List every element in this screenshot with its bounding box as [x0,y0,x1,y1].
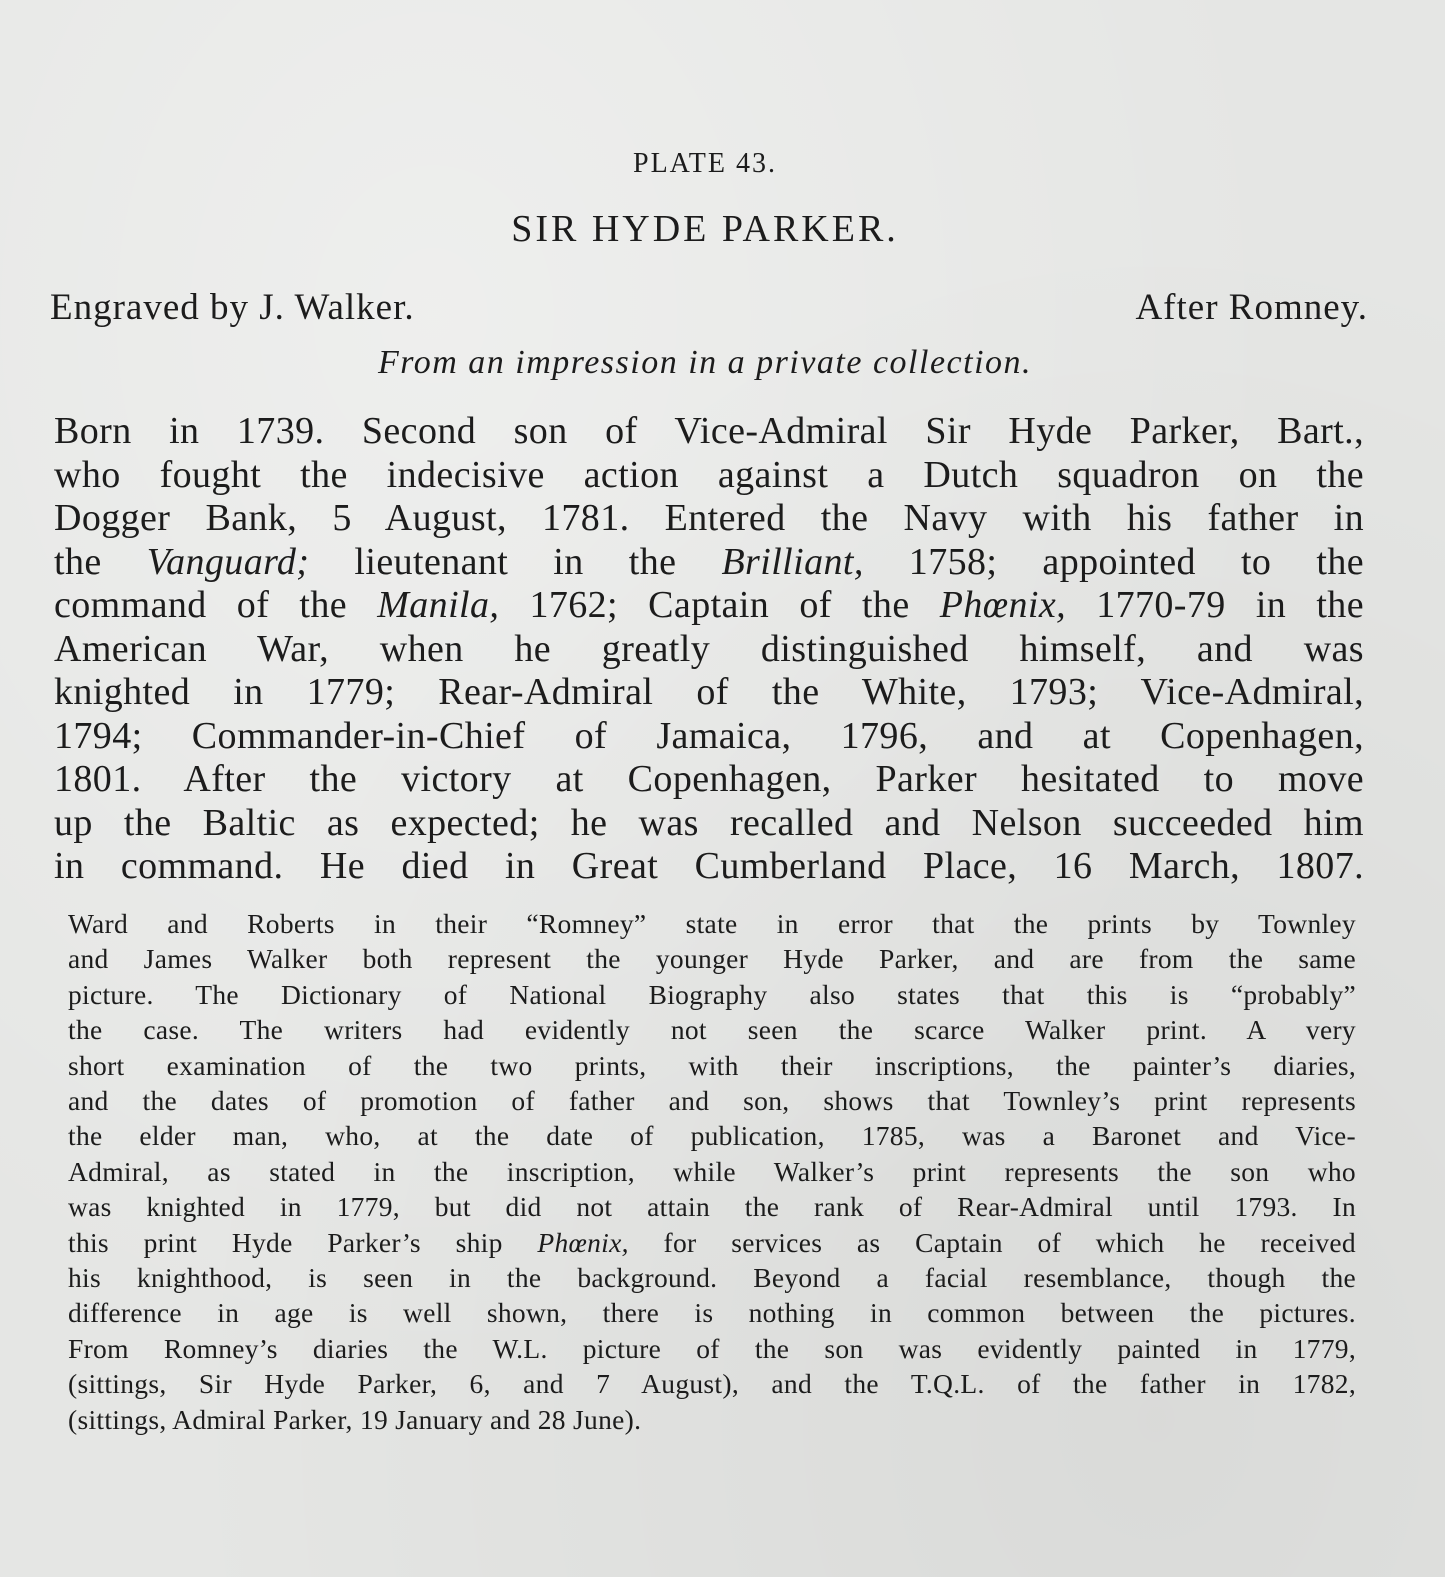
note-line: Ward and Roberts in their “Romney” state in error that the prints by Townley [68,908,1356,939]
note-line: picture. The Dictionary of National Biography also states that this is “probably” [68,978,1356,1010]
credit-row [50,274,1368,329]
bio-line: Born in 1739. Second son of Vice-Admiral Sir Hyde Parker, Bart., [54,410,1364,452]
biography-paragraph [54,410,1364,889]
note-line: the elder man, who, at the date of publication, 1785, was a Baronet and Vice- [68,1120,1356,1152]
bio-line: who fought the indecisive action against a Dutch squadron on the [54,453,1364,496]
bio-line: command of the Manila, 1762; Captain of the Phœnix, 1770-79 in the [54,584,1364,626]
note-line: (sittings, Admiral Parker, 19 January and 28 June). [68,1403,642,1435]
painter-credit: After Romney. [1135,287,1368,328]
note-line: and the dates of promotion of father and son, shows that Townley’s print represents [68,1085,1356,1117]
note-line: the case. The writers had evidently not seen the scarce Walker print. A very [68,1014,1356,1046]
note-line: and James Walker both represent the younger Hyde Parker, and are from the same [68,943,1356,975]
note-paragraph [68,906,1356,1437]
note-line: Admiral, as stated in the inscription, while Walker’s print represents the son who [68,1155,1356,1187]
bio-line: knighted in 1779; Rear-Admiral of the White, 1793; Vice-Admiral, [54,671,1364,713]
note-line: was knighted in 1779, but did not attain the rank of Rear-Admiral until 1793. In [68,1191,1356,1223]
bio-line: 1801. After the victory at Copenhagen, Parker hesitated to move [54,758,1364,800]
note-line: his knighthood, is seen in the background. Beyond a facial resemblance, though the [68,1262,1356,1294]
bio-line: in command. He died in Great Cumberland Place, 16 March, 1807. [54,845,1364,887]
note-line: short examination of the two prints, with their inscriptions, the painter’s diaries, [68,1049,1356,1081]
bio-line: Dogger Bank, 5 August, 1781. Entered the Navy with his father in [54,497,1364,539]
bio-line: American War, when he greatly distinguished himself, and was [54,627,1364,670]
note-line: (sittings, Sir Hyde Parker, 6, and 7 August), and the T.Q.L. of the father in 1782, [68,1368,1356,1400]
note-line: From Romney’s diaries the W.L. picture of the son was evidently painted in 1779, [68,1332,1356,1364]
note-line: this print Hyde Parker’s ship Phœnix, for services as Captain of which he received [68,1226,1356,1258]
engraver-credit: Engraved by J. Walker. [50,287,415,328]
bio-line: up the Baltic as expected; he was recalled and Nelson succeeded him [54,801,1364,844]
plate-label: PLATE 43. [633,148,777,179]
note-line: difference in age is well shown, there is nothing in common between the pictures. [68,1297,1356,1329]
source-line: From an impression in a private collection. [377,344,1033,381]
page-title: SIR HYDE PARKER. [511,208,899,250]
bio-line: 1794; Commander-in-Chief of Jamaica, 1796, and at Copenhagen, [54,714,1364,757]
bio-line: the Vanguard; lieutenant in the Brilliant, 1758; appointed to the [54,540,1364,583]
